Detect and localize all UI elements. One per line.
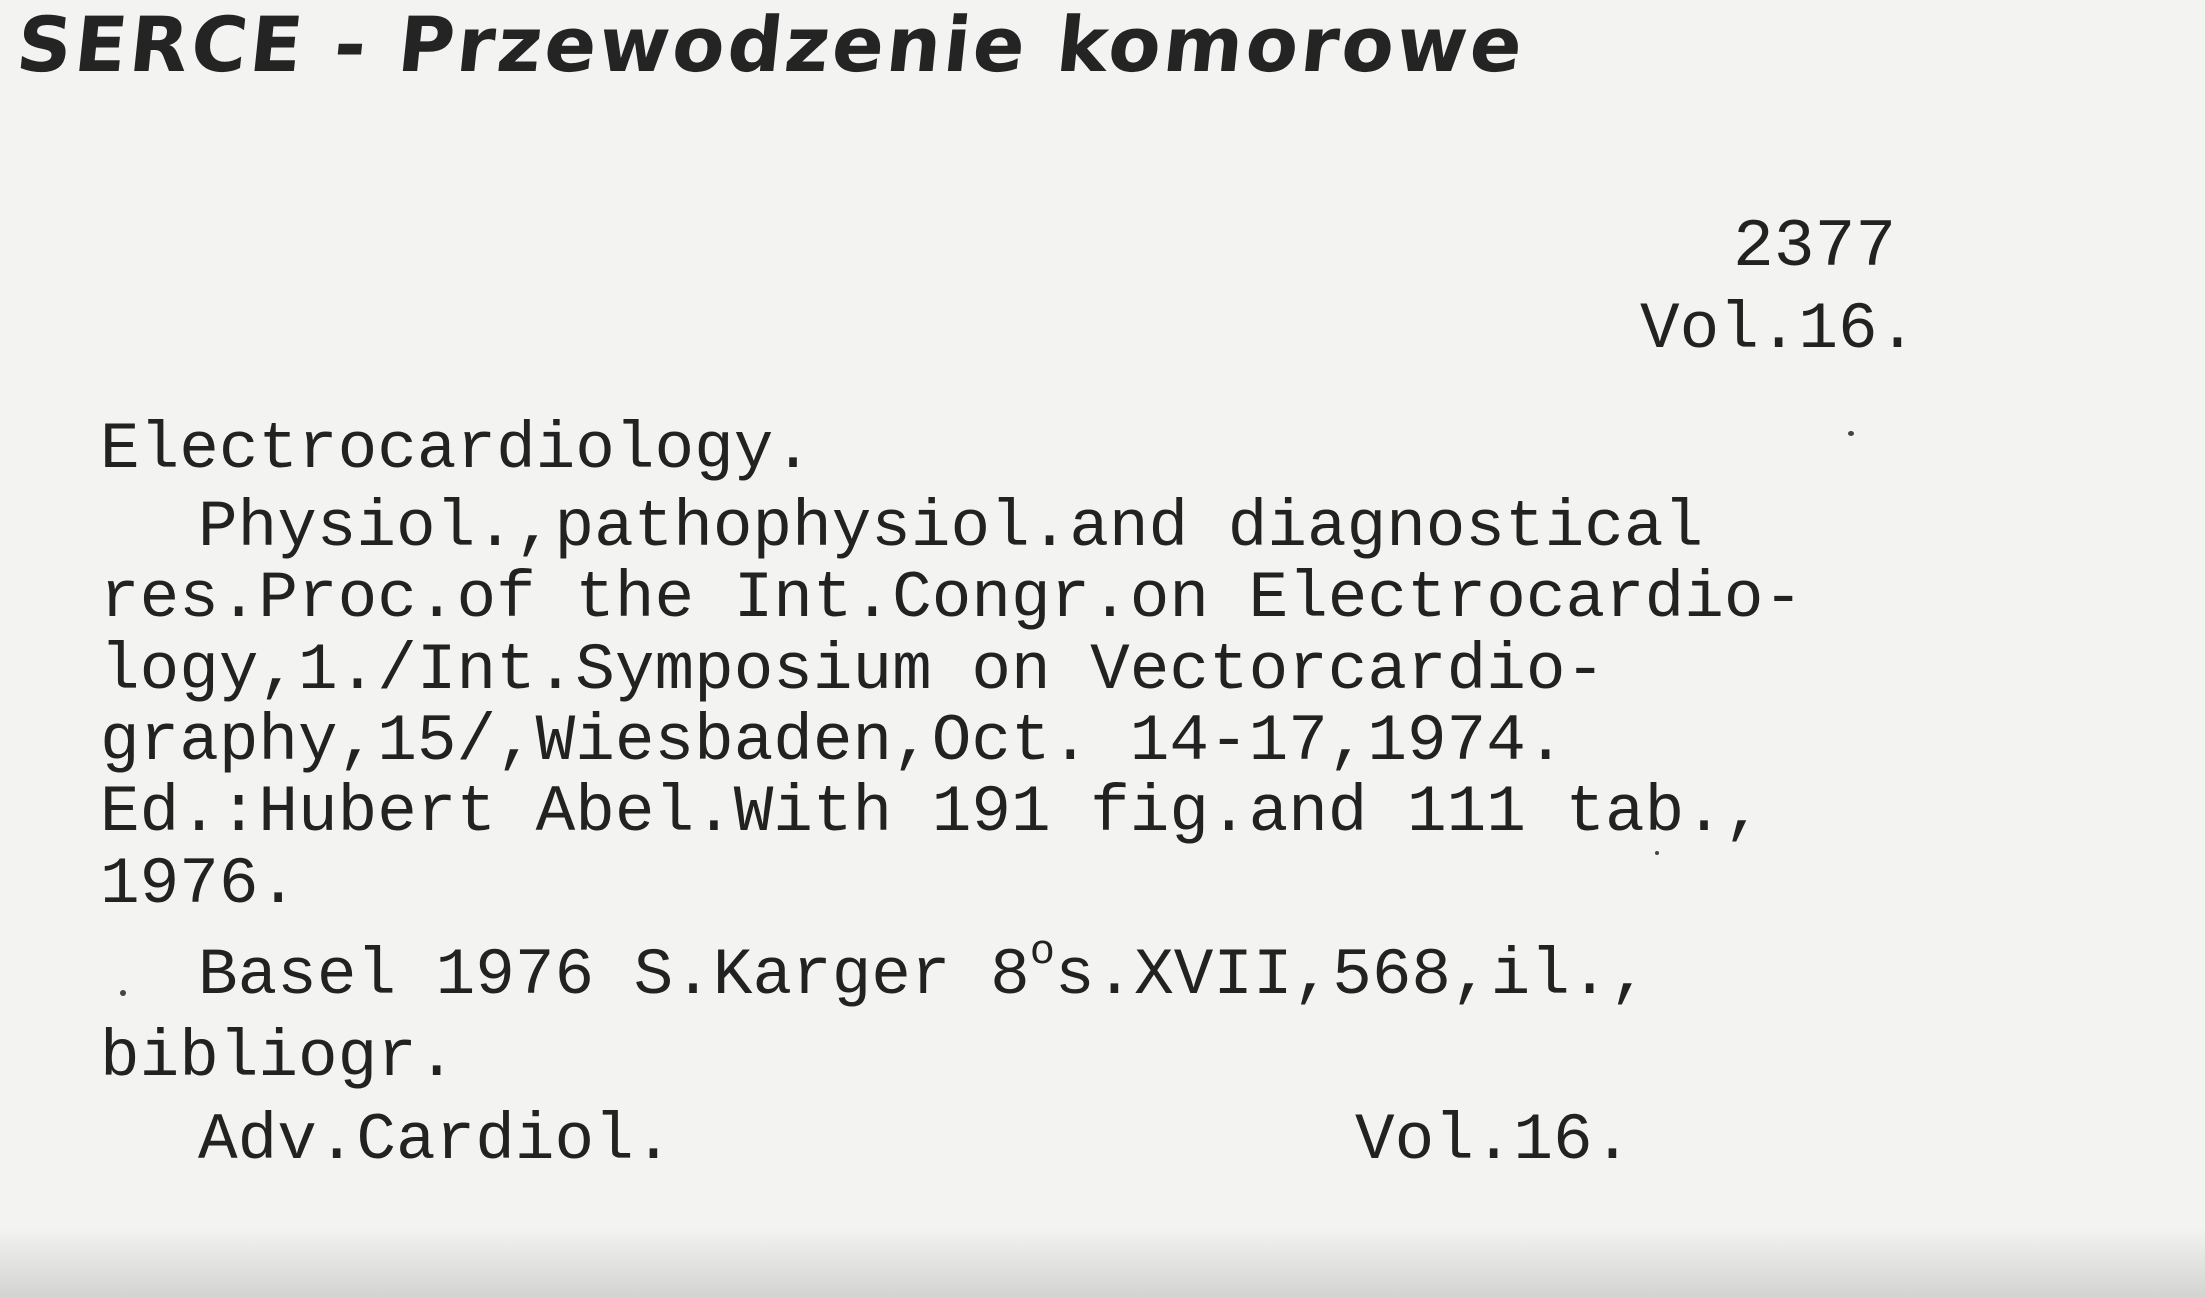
description-line-1: Physiol.,pathophysiol.and diagnostical (198, 490, 1704, 565)
description-line-2: res.Proc.of the Int.Congr.on Electrocardio- (100, 561, 1804, 636)
volume-header: Vol.16. (1640, 292, 1918, 367)
ink-speck (120, 990, 126, 996)
description-line-3: logy,1./Int.Symposium on Vectorcardio- (100, 633, 1606, 708)
format-superscript: o (1029, 928, 1055, 976)
imprint-text: Basel 1976 S.Karger 8 (198, 938, 1030, 1013)
imprint-line (198, 928, 1650, 1013)
bibliography-line: bibliogr. (100, 1020, 457, 1095)
bottom-shadow (0, 1227, 2205, 1297)
series-volume: Vol.16. (1355, 1103, 1633, 1178)
imprint-collation: s.XVII,568,il., (1054, 938, 1650, 1013)
description-line-4: graphy,15/,Wiesbaden,Oct. 14-17,1974. (100, 704, 1566, 779)
title-line: Electrocardiology. (100, 412, 813, 487)
ink-speck (1655, 851, 1659, 855)
editor-line: Ed.:Hubert Abel.With 191 fig.and 111 tab., (100, 775, 1764, 850)
series-line: Adv.Cardiol. (198, 1103, 674, 1178)
subject-heading: SERCE - Przewodzenie komorowe (12, 0, 1530, 89)
call-number: 2377 (1733, 209, 1897, 286)
ink-speck (1848, 431, 1854, 436)
year-line: 1976. (100, 847, 299, 922)
